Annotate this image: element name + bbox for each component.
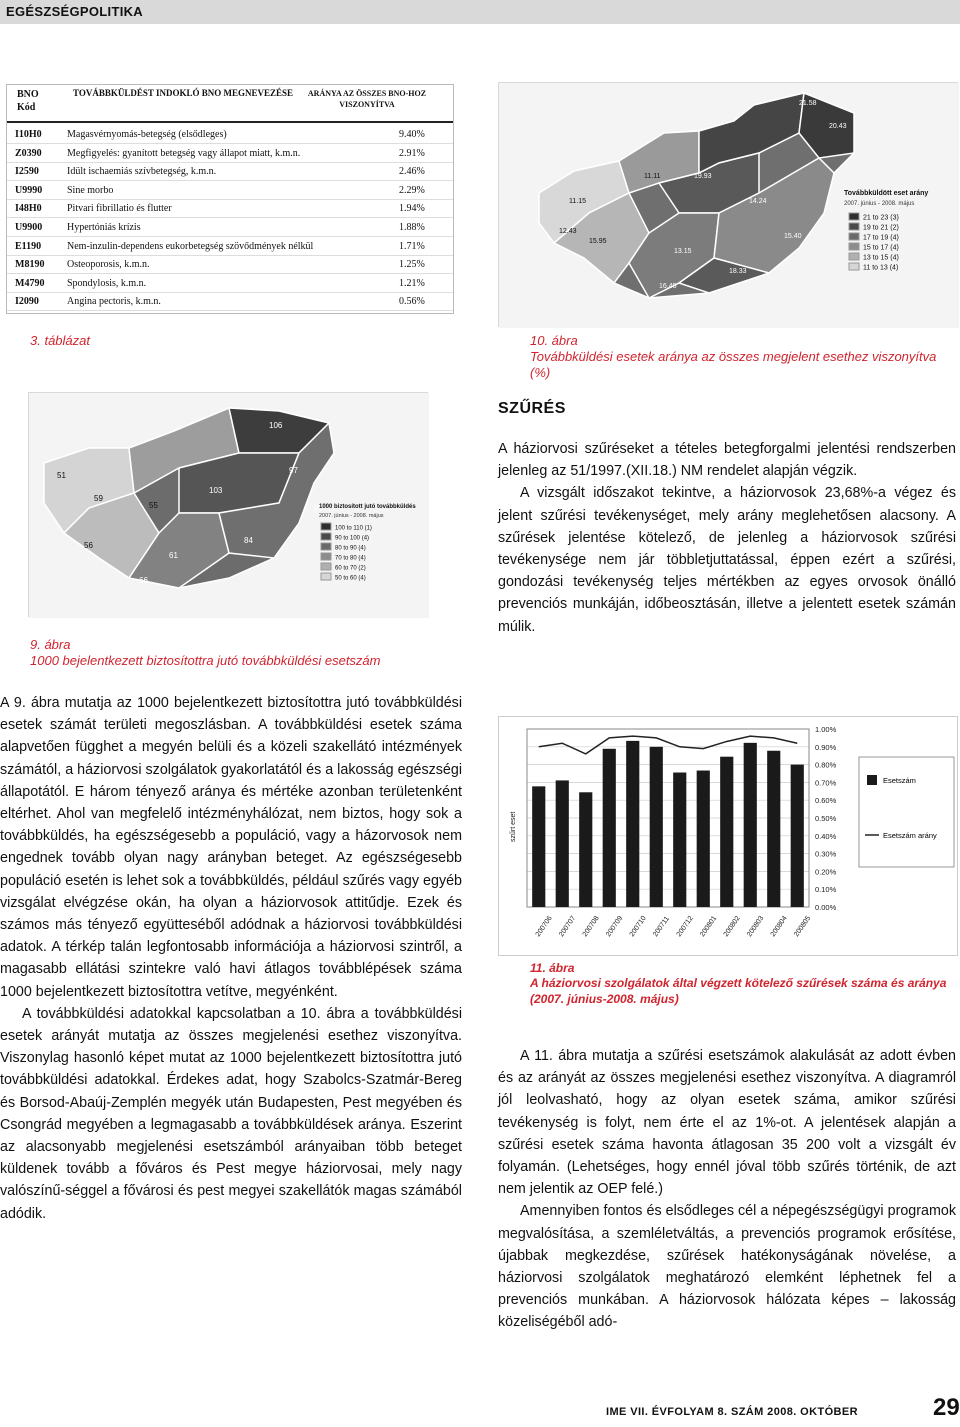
table-cell-name: Pitvari fibrillatio és flutter [67, 203, 172, 215]
table-cell-pct: 1.94% [399, 203, 425, 215]
x-tick-label: 200710 [628, 914, 648, 939]
table-cell-code: I2590 [15, 166, 39, 178]
bar-200712 [673, 773, 686, 907]
figure-11-caption: A háziorvosi szolgálatok által végzett kötelező szűrések száma és aránya (2007. június-2008. május) [530, 976, 947, 1006]
table-3 [6, 84, 454, 314]
legend-label: 100 to 110 (1) [335, 525, 372, 532]
table-row [7, 276, 453, 293]
page-number: 29 [933, 1394, 960, 1421]
journal-footer: IME VII. ÉVFOLYAM 8. SZÁM 2008. OKTÓBER [606, 1406, 858, 1418]
legend-swatch [321, 523, 331, 530]
svg-text:103: 103 [209, 486, 223, 495]
table-cell-pct: 2.91% [399, 147, 425, 159]
table-row [7, 127, 453, 144]
y2-tick-label: 0.00% [815, 903, 837, 912]
legend-swatch [321, 553, 331, 560]
section-title-szures: SZŰRÉS [498, 400, 566, 417]
bar-200711 [650, 747, 663, 907]
table-cell-name: Magasvérnyomás-betegség (elsődleges) [67, 129, 227, 140]
legend-swatch [849, 243, 859, 250]
x-tick-label: 200803 [746, 914, 766, 939]
figure-10-number: 10. ábra [530, 333, 578, 348]
legend-label: 50 to 60 (4) [335, 575, 366, 582]
series-line-arany [539, 736, 798, 754]
right-text-block-1 [498, 438, 956, 638]
figure-11-number: 11. ábra [530, 961, 575, 975]
svg-text:15.95: 15.95 [589, 238, 607, 245]
table-cell-code: E1190 [15, 240, 42, 252]
legend-swatch [849, 233, 859, 240]
legend-label: 70 to 80 (4) [335, 555, 366, 562]
legend-swatch [321, 533, 331, 540]
legend-label: Esetszám [883, 776, 916, 785]
table-row [7, 164, 453, 181]
svg-text:56: 56 [84, 541, 93, 550]
paragraph: A 11. ábra mutatja a szűrési esetszámok alakulását az adott évben és az arányát az összes megjelenési esethez viszonyítva. A diagramról jól leolvasható, hogy az olyan esetek száma, amikor szűrési tevékenység is folyt, nem érte el az 1%-ot. A jelentések alapján a szűrési esetek száma havonta átlagosan 35 200 volt a vizsgált év folyamán. (Lehetséges, hogy ennél jóval több szűrés történik, de azt nem jelentik az OEP felé.) [498, 1048, 956, 1198]
svg-text:51: 51 [57, 471, 66, 480]
bar-200802 [720, 757, 733, 907]
y2-tick-label: 0.80% [815, 760, 837, 770]
y2-tick-label: 0.20% [815, 867, 837, 877]
legend-swatch [849, 253, 859, 260]
x-tick-label: 200804 [769, 914, 789, 939]
y2-tick-label: 0.60% [815, 796, 837, 806]
table-cell-code: U9990 [15, 184, 43, 196]
figure-9-number: 9. ábra [30, 637, 71, 652]
section-header: EGÉSZSÉGPOLITIKA [6, 4, 143, 19]
table-row [7, 183, 453, 200]
x-tick-label: 200805 [793, 914, 813, 939]
svg-text:106: 106 [269, 421, 283, 430]
chart-11-figure [498, 716, 958, 956]
bar-200708 [579, 792, 592, 907]
y2-tick-label: 0.70% [815, 778, 837, 788]
table-cell-pct: 1.88% [399, 222, 425, 233]
table-cell-name: Idült ischaemiás szívbetegség, k.m.n. [67, 166, 217, 178]
svg-text:16.45: 16.45 [659, 283, 677, 290]
map-9-svg [29, 393, 429, 618]
col-header-code: BNO Kód [17, 89, 39, 113]
table-cell-name: Hypertóniás krízis [67, 222, 141, 233]
map-10-svg [499, 83, 959, 328]
bar-200801 [697, 771, 710, 907]
x-tick-label: 200711 [652, 915, 671, 939]
table-cell-code: I10H0 [15, 129, 42, 140]
svg-text:84: 84 [244, 536, 253, 545]
table-cell-name: Osteoporosis, k.m.n. [67, 259, 150, 271]
figure-9-caption: 1000 bejelentkezett biztosítottra jutó továbbküldési esetszám [30, 653, 381, 668]
paragraph: A 9. ábra mutatja az 1000 bejelentkezett biztosítottra jutó továbbküldési esetek számát területi megoszlásban. A továbbküldési esetek száma alapvetően függhet a megyén belüli és a közeli szakellátó intézmények számától, a háziorvosi szolgálatok gyakorlatától és a lakosság egészségi állapotától. E három tényező aránya és mértéke azonban területenként eltérhet. Ahol van megfelelő intézményhálózat, nem biztos, hogy sok a továbbküldés, ha egészségesebb a populáció, vagy a házorvosok nem engednek tovább olyan nagy arányban beteget. Az egészségesebb populáció esetén is lehet sok a továbbküldés, például szűrés vagy egyéb vizsgálat elvégzése okán, ha olyan a háziorvosok attitűdje. Ezek és számos más tényező együtteséből adódnak a háziorvosi továbbküldési adatok. A térkép talán legfontosabb információja a háziorvosi szintről, a magasabb ellátási szintekre való havi átlagos továbblépések száma 1000 bejelentkezett biztosítottra vetítve, megyénként. [0, 695, 462, 1000]
header-band [0, 0, 960, 24]
table-header [7, 85, 453, 123]
svg-text:61: 61 [169, 551, 178, 560]
table-row [7, 220, 453, 237]
map-9-legend-title: 1000 biztosított jutó továbbküldés [319, 504, 416, 510]
table-cell-pct: 1.71% [399, 240, 425, 252]
x-tick-label: 200712 [675, 914, 695, 939]
table-cell-code: I48H0 [15, 203, 42, 215]
table-cell-pct: 1.21% [399, 277, 425, 289]
legend-label: 17 to 19 (4) [863, 234, 899, 242]
svg-text:18.33: 18.33 [729, 268, 747, 275]
y2-tick-label: 0.40% [815, 831, 837, 841]
y2-tick-label: 0.10% [815, 885, 837, 895]
table-cell-pct: 1.25% [399, 259, 425, 271]
figure-10-caption: Továbbküldési esetek aránya az összes megjelent esethez viszonyítva (%) [530, 349, 937, 380]
chart-11-svg [499, 717, 959, 957]
table-cell-name: Spondylosis, k.m.n. [67, 277, 147, 289]
legend-label: 21 to 23 (3) [863, 214, 899, 222]
bar-200803 [744, 743, 757, 907]
x-tick-label: 200801 [699, 914, 719, 939]
right-text-block-2 [498, 1045, 956, 1334]
table-3-caption: 3. táblázat [30, 333, 90, 348]
legend-swatch-bar [867, 775, 877, 785]
bar-200707 [556, 780, 569, 907]
paragraph: A továbbküldési adatokkal kapcsolatban a 10. ábra a továbbküldési esetek arányát mutatja az összes megjelenési esethez viszonyítva. Viszonylag hasonló képet mutat az 1000 bejelentkezett biztosítottra jutó továbbküldési adatokkal. Érdekes adat, hogy Szabolcs-Szatmár-Bereg és Borsod-Abaúj-Zemplén megyék után Budapesten, Pest megyében és Csongrád megyében a legmagasabb a továbbküldések aránya. Eszerint az alacsonyabb megjelenési esetszámból arányaiban több beteget küldenek tovább a főváros és Pest megye háziorvosai, mely nagy valószínű-séggel a fővárosi és pest megyei szakellátók magas számából adódik. [0, 1005, 462, 1222]
legend-label: 11 to 13 (4) [863, 264, 899, 272]
table-row [7, 239, 453, 256]
paragraph: A vizsgált időszakot tekintve, a háziorvosok 23,68%-a végez és jelent szűrési tevékenységet, mely arány meglehetősen alacsony. A szűrések jelentése kötelező, de jelenleg a háziorvosok szűrési tevékenysége nem jár többletjuttatással, éppen ezért a szűrési, gondozási tevékenység teljes mértékben az egyes orvosok önálló prevenciós munkáján, időbeosztásán, illetve a jelentett esetek számán múlik. [498, 485, 956, 635]
paragraph: Amennyiben fontos és elsődleges cél a népegészségügyi programok megvalósítása, a szemléletváltás, a prevenciós programok erősítése, újabbak megkezdése, szűrések hatékonyságának növelése, a háziorvosi szolgálatok meghatározó elemként léphetnek fel a prevenciós munkában. A háziorvosok hálózata képes – lakosság közeliségéből adó- [498, 1203, 956, 1331]
table-cell-name: Sine morbo [67, 184, 114, 196]
bar-200706 [532, 786, 545, 907]
legend-label: 60 to 70 (2) [335, 565, 366, 572]
map-10-figure [498, 82, 958, 327]
y-axis-label: szűrt eset [510, 811, 517, 842]
legend-label: Esetszám arány [883, 831, 937, 840]
table-row [7, 294, 453, 311]
legend-label: 13 to 15 (4) [863, 254, 899, 262]
x-tick-label: 200709 [605, 914, 625, 939]
bar-200710 [626, 741, 639, 907]
table-cell-code: Z0390 [15, 147, 42, 159]
table-cell-name: Nem-inzulin-dependens eukorbetegség szövődmények nélkül [67, 240, 314, 252]
table-cell-code: U9900 [15, 222, 43, 233]
table-cell-pct: 0.56% [399, 296, 425, 308]
map-10-legend-title: Továbbküldött eset arány [844, 190, 929, 197]
bar-200709 [603, 749, 616, 907]
table-cell-code: I2090 [15, 296, 39, 308]
paragraph: A háziorvosi szűréseket a tételes betegforgalmi jelentési rendszerben jelenleg az 51/1997.(XII.18.) NM rendelet alapján végzik. [498, 441, 956, 480]
legend-swatch [321, 543, 331, 550]
svg-text:66: 66 [139, 576, 148, 585]
svg-text:11.11: 11.11 [644, 173, 661, 180]
table-cell-name: Megfigyelés: gyanított betegség vagy állapot miatt, k.m.n. [67, 147, 301, 159]
legend-label: 19 to 21 (2) [863, 224, 899, 232]
map-9-legend-sub: 2007. június - 2008. május [319, 513, 384, 519]
legend-swatch [849, 213, 859, 220]
legend-label: 15 to 17 (4) [863, 244, 899, 252]
svg-text:20.43: 20.43 [829, 123, 847, 130]
map-10-legend-sub: 2007. június - 2008. május [844, 201, 915, 207]
x-tick-label: 200706 [534, 914, 554, 939]
svg-text:21.58: 21.58 [799, 100, 817, 107]
svg-text:12.43: 12.43 [559, 228, 577, 235]
svg-text:13.15: 13.15 [674, 248, 692, 255]
bar-200804 [767, 751, 780, 907]
svg-text:55: 55 [149, 501, 158, 510]
svg-text:80: 80 [314, 504, 323, 513]
table-cell-code: M4790 [15, 277, 45, 289]
legend-label: 90 to 100 (4) [335, 535, 370, 542]
y2-tick-label: 1.00% [815, 725, 837, 734]
y2-tick-label: 0.50% [815, 814, 837, 823]
table-row [7, 257, 453, 274]
map-9-figure [28, 392, 428, 617]
svg-text:59: 59 [94, 494, 103, 503]
col-header-pct: ARÁNYA AZ ÖSSZES BNO-HOZ VISZONYÍTVA [307, 89, 427, 109]
legend-box [859, 757, 954, 867]
svg-text:97: 97 [289, 466, 298, 475]
legend-swatch [321, 573, 331, 580]
svg-text:15.40: 15.40 [784, 233, 802, 240]
x-tick-label: 200707 [558, 914, 578, 939]
legend-swatch [849, 263, 859, 270]
svg-text:19.93: 19.93 [694, 173, 712, 180]
x-tick-label: 200802 [722, 914, 742, 939]
table-row [7, 201, 453, 218]
bar-200805 [791, 765, 804, 907]
table-cell-pct: 2.29% [399, 184, 425, 196]
x-tick-label: 200708 [581, 914, 601, 939]
table-cell-code: M8190 [15, 259, 45, 271]
legend-swatch [849, 223, 859, 230]
table-cell-pct: 2.46% [399, 166, 425, 178]
legend-swatch [321, 563, 331, 570]
table-cell-name: Angina pectoris, k.m.n. [67, 296, 161, 308]
y2-tick-label: 0.90% [815, 742, 837, 752]
col-header-name: TOVÁBBKÜLDÉST INDOKLÓ BNO MEGNEVEZÉSE [73, 88, 293, 98]
svg-text:11.15: 11.15 [569, 198, 586, 205]
left-text-block [0, 692, 462, 1225]
y2-tick-label: 0.30% [815, 849, 837, 859]
legend-label: 80 to 90 (4) [335, 545, 366, 552]
table-row [7, 146, 453, 163]
svg-text:14.24: 14.24 [749, 198, 767, 205]
table-cell-pct: 9.40% [399, 129, 425, 140]
